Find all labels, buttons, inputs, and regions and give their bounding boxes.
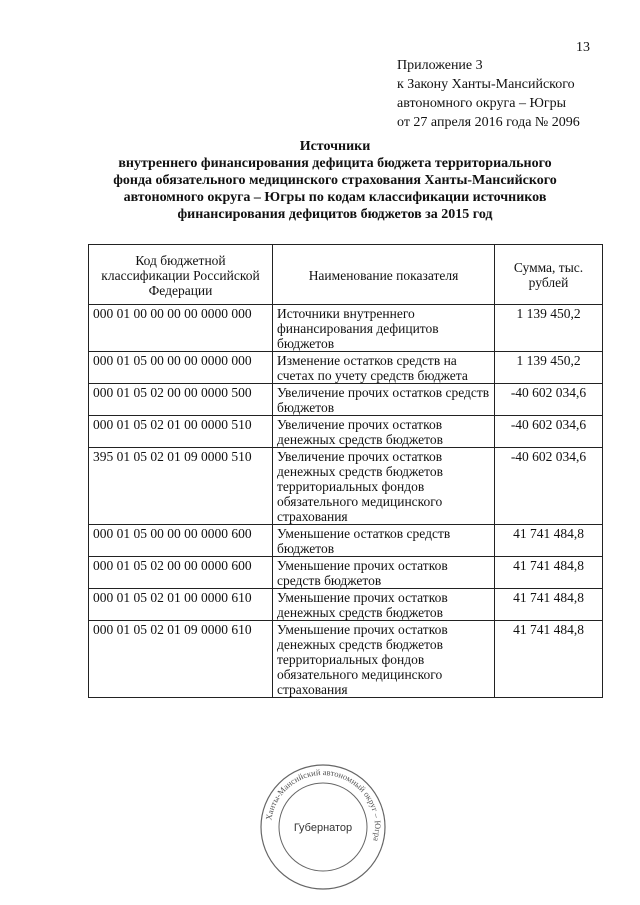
row-code: 000 01 05 00 00 00 0000 600 [89, 525, 273, 557]
row-name: Источники внутреннего финансирования дефицитов бюджетов [273, 305, 495, 352]
sources-table [88, 244, 603, 698]
row-sum: 41 741 484,8 [495, 525, 603, 557]
row-name: Увеличение прочих остатков средств бюджетов [273, 384, 495, 416]
row-code: 000 01 05 02 00 00 0000 600 [89, 557, 273, 589]
header-name: Наименование показателя [273, 245, 495, 305]
row-code: 000 01 05 02 01 09 0000 610 [89, 621, 273, 698]
row-sum: 41 741 484,8 [495, 621, 603, 698]
row-name: Изменение остатков средств на счетах по учету средств бюджета [273, 352, 495, 384]
row-code: 395 01 05 02 01 09 0000 510 [89, 448, 273, 525]
row-code: 000 01 00 00 00 00 0000 000 [89, 305, 273, 352]
row-code: 000 01 05 00 00 00 0000 000 [89, 352, 273, 384]
table-row [89, 448, 603, 525]
row-sum: -40 602 034,6 [495, 384, 603, 416]
row-code: 000 01 05 02 01 00 0000 610 [89, 589, 273, 621]
appendix-line: автономного округа – Югры [397, 96, 566, 111]
table-row [89, 557, 603, 589]
row-code: 000 01 05 02 01 00 0000 510 [89, 416, 273, 448]
table-row [89, 621, 603, 698]
row-code: 000 01 05 02 00 00 0000 500 [89, 384, 273, 416]
row-sum: -40 602 034,6 [495, 416, 603, 448]
row-name: Уменьшение прочих остатков денежных средств бюджетов [273, 589, 495, 621]
table-row [89, 416, 603, 448]
appendix-line: от 27 апреля 2016 года № 2096 [397, 115, 580, 130]
row-sum: -40 602 034,6 [495, 448, 603, 525]
document-title [70, 138, 600, 223]
row-name: Уменьшение прочих остатков средств бюджетов [273, 557, 495, 589]
title-line: фонда обязательного медицинского страхования Ханты-Мансийского [113, 173, 557, 188]
title-line: финансирования дефицитов бюджетов за 2015 год [177, 207, 493, 222]
row-name: Уменьшение остатков средств бюджетов [273, 525, 495, 557]
table-row [89, 384, 603, 416]
table-row [89, 305, 603, 352]
table-row [89, 352, 603, 384]
header-sum: Сумма, тыс. рублей [495, 245, 603, 305]
table-header-row [89, 245, 603, 305]
appendix-note [397, 56, 580, 132]
governor-seal [258, 762, 388, 892]
row-sum: 41 741 484,8 [495, 557, 603, 589]
appendix-line: Приложение 3 [397, 58, 483, 73]
title-line: внутреннего финансирования дефицита бюджета территориального [118, 156, 552, 171]
title-line: Источники [299, 139, 371, 154]
table-row [89, 589, 603, 621]
row-name: Увеличение прочих остатков денежных средств бюджетов [273, 416, 495, 448]
table-row [89, 525, 603, 557]
row-sum: 41 741 484,8 [495, 589, 603, 621]
row-sum: 1 139 450,2 [495, 305, 603, 352]
title-line: автономного округа – Югры по кодам классификации источников [123, 190, 547, 205]
seal-ring-text: Ханты-Мансийский автономный округ – Югра [263, 766, 384, 843]
header-code: Код бюджетной классификации Российской Федерации [89, 245, 273, 305]
page-number: 13 [576, 40, 590, 55]
appendix-line: к Закону Ханты-Мансийского [397, 77, 575, 92]
row-sum: 1 139 450,2 [495, 352, 603, 384]
row-name: Уменьшение прочих остатков денежных средств бюджетов территориальных фондов обязательного медицинского страхования [273, 621, 495, 698]
row-name: Увеличение прочих остатков денежных средств бюджетов территориальных фондов обязательного медицинского страхования [273, 448, 495, 525]
seal-center-text: Губернатор [293, 822, 353, 834]
